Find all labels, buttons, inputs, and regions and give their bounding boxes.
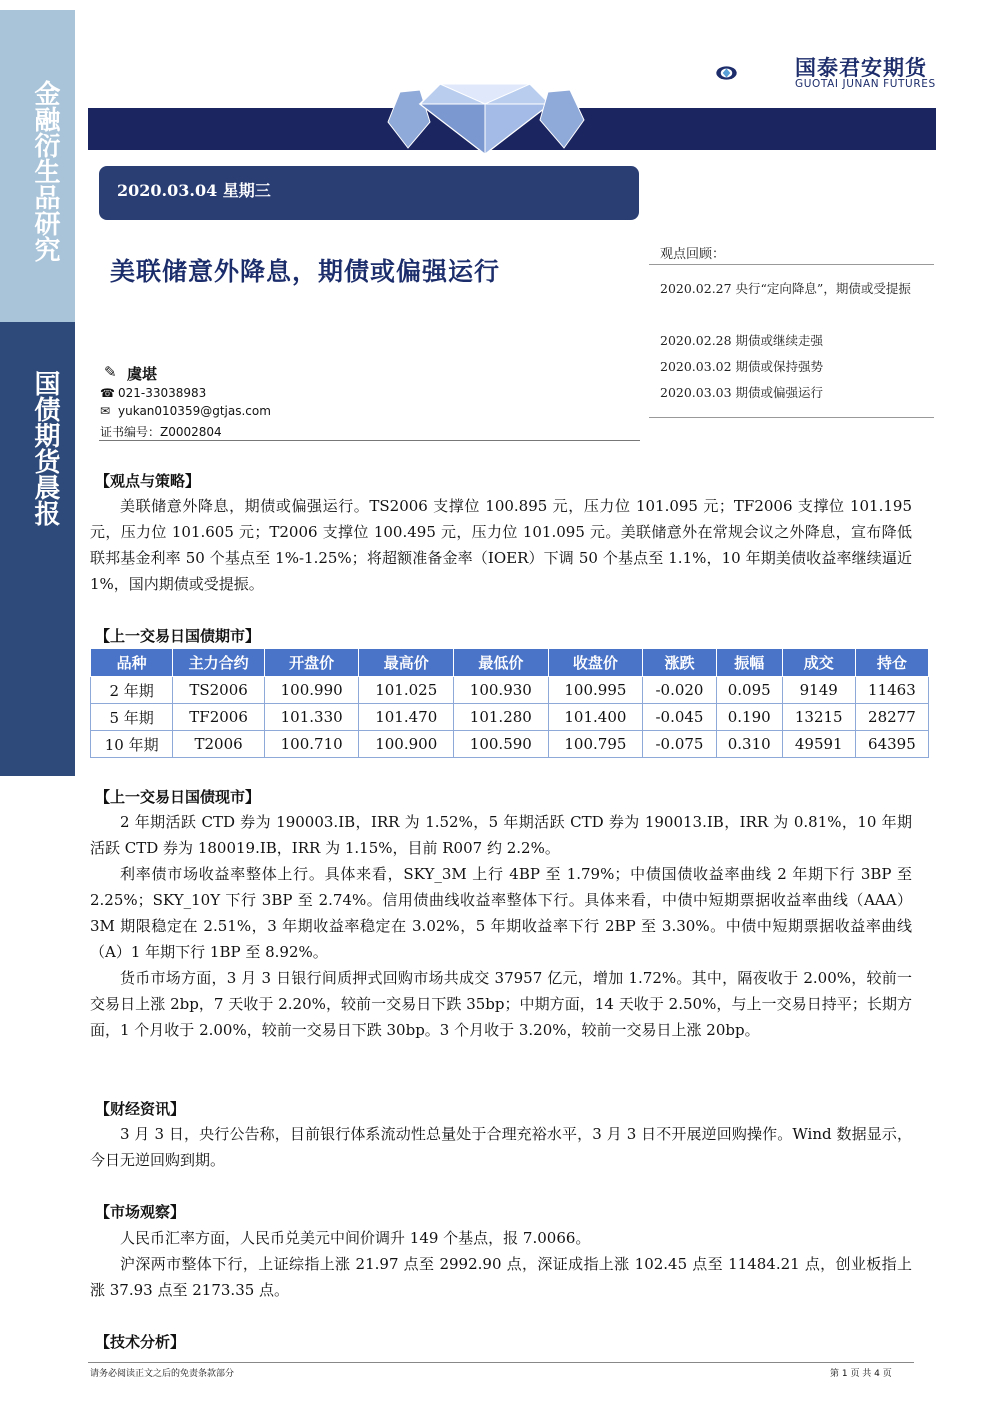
table-header-cell: 振幅	[716, 649, 782, 677]
table-cell: 0.095	[716, 677, 782, 704]
table-cell: 100.900	[359, 731, 454, 758]
section-heading: 【上一交易日国债期市】	[95, 627, 261, 645]
page-title: 美联储意外降息，期债或偏强运行	[110, 257, 501, 286]
table-cell: 100.590	[454, 731, 549, 758]
footer-disclaimer: 请务必阅读正文之后的免责条款部分	[90, 1369, 235, 1379]
table-cell: 49591	[782, 731, 855, 758]
review-item: 2020.03.03 期债或偏强运行	[660, 385, 824, 400]
table-cell: 2 年期	[91, 677, 173, 704]
table-cell: 0.310	[716, 731, 782, 758]
table-cell: 100.995	[548, 677, 643, 704]
report-date: 2020.03.04 星期三	[117, 181, 271, 200]
review-item: 2020.02.27 央行“定向降息”，期债或受提振	[660, 281, 911, 296]
table-header-cell: 持仓	[855, 649, 928, 677]
table-cell: 0.190	[716, 704, 782, 731]
section-heading: 【观点与策略】	[95, 472, 201, 490]
pen-icon: ✎	[104, 363, 117, 381]
author-email[interactable]: yukan010359@gtjas.com	[118, 404, 271, 418]
section-heading: 【市场观察】	[95, 1203, 186, 1221]
author-cert: 证书编号：Z0002804	[100, 425, 222, 439]
page-number: 第 1 页 共 4 页	[830, 1369, 892, 1379]
table-cell: 100.990	[264, 677, 359, 704]
sidebar-category-label: 金融衍生品研究	[30, 80, 60, 262]
table-cell: -0.020	[643, 677, 717, 704]
futures-table	[90, 648, 929, 758]
table-cell: 100.930	[454, 677, 549, 704]
table-cell: 64395	[855, 731, 928, 758]
table-cell: 28277	[855, 704, 928, 731]
table-row	[91, 731, 929, 758]
table-cell: 100.795	[548, 731, 643, 758]
table-cell: 13215	[782, 704, 855, 731]
footer-divider	[88, 1362, 914, 1363]
table-header-cell: 成交	[782, 649, 855, 677]
market-paragraph-1: 人民币汇率方面，人民币兑美元中间价调升 149 个基点，报 7.0066。	[120, 1229, 591, 1247]
review-item: 2020.03.02 期债或保持强势	[660, 359, 824, 374]
table-header-cell: 涨跌	[643, 649, 717, 677]
table-header-cell: 开盘价	[264, 649, 359, 677]
author-name: 虞堪	[127, 365, 158, 383]
table-header-cell: 最高价	[359, 649, 454, 677]
review-item: 2020.02.28 期债或继续走强	[660, 333, 824, 348]
table-cell: 101.400	[548, 704, 643, 731]
table-cell: T2006	[173, 731, 265, 758]
table-header-cell: 品种	[91, 649, 173, 677]
spot-paragraph-1: 2 年期活跃 CTD 券为 190003.IB，IRR 为 1.52%，5 年期活跃 CTD 券为 190013.IB，IRR 为 0.81%，10 年期活跃 CTD 券为 180019.IB，IRR 为 1.15%，目前 R007 约 2.2%。	[90, 813, 912, 857]
table-cell: TS2006	[173, 677, 265, 704]
sidebar-report-type: 国债期货晨报	[30, 370, 60, 526]
spot-paragraph-2: 利率债市场收益率整体上行。具体来看，SKY_3M 上行 4BP 至 1.79%；中债国债收益率曲线 2 年期下行 3BP 至 2.25%；SKY_10Y 下行 3BP 至 2.74%。信用债曲线收益率整体下行。具体来看，中债中短期票据收益率曲线（AAA）3M 期限稳定在 2.51%，3 年期收益率稳定在 3.02%，5 年期收益率下行 2BP 至 3.30%。中债中短期票据收益率曲线（A）1 年期下行 1BP 至 8.92%。	[90, 865, 912, 961]
section-heading: 【上一交易日国债现市】	[95, 788, 261, 806]
author-email-row	[100, 404, 271, 418]
table-header-cell: 收盘价	[548, 649, 643, 677]
table-header-cell: 最低价	[454, 649, 549, 677]
author-phone: 021-33038983	[118, 386, 207, 400]
table-cell: 100.710	[264, 731, 359, 758]
market-paragraph-2: 沪深两市整体下行，上证综指上涨 21.97 点至 2992.90 点，深证成指上涨 102.45 点至 11484.21 点，创业板指上涨 37.93 点至 2173.35 点。	[90, 1255, 912, 1299]
table-header-cell: 主力合约	[173, 649, 265, 677]
divider	[649, 417, 934, 418]
section-heading: 【财经资讯】	[95, 1100, 186, 1118]
table-cell: -0.075	[643, 731, 717, 758]
author-phone-row	[100, 386, 206, 400]
review-heading: 观点回顾：	[660, 247, 726, 262]
table-cell: 101.025	[359, 677, 454, 704]
strategy-paragraph: 美联储意外降息，期债或偏强运行。TS2006 支撑位 100.895 元，压力位 101.095 元；TF2006 支撑位 101.195 元，压力位 101.605 元；T2006 支撑位 100.495 元，压力位 101.095 元。美联储意外在常规会议之外降息，宣布降低联邦基金利率 50 个基点至 1%-1.25%；将超额准备金率（IOER）下调 50 个基点至 1.1%，10 年期美债收益率继续逼近 1%，国内期债或受提振。	[90, 497, 912, 593]
table-cell: 9149	[782, 677, 855, 704]
table-cell: 101.280	[454, 704, 549, 731]
divider	[649, 264, 934, 265]
email-icon: ✉	[100, 404, 111, 418]
table-cell: 101.470	[359, 704, 454, 731]
table-cell: 11463	[855, 677, 928, 704]
company-logo-icon	[716, 50, 786, 96]
phone-icon: ☎	[100, 386, 115, 400]
table-cell: TF2006	[173, 704, 265, 731]
table-header-row	[91, 649, 929, 677]
table-row	[91, 677, 929, 704]
table-cell: 10 年期	[91, 731, 173, 758]
news-paragraph: 3 月 3 日，央行公告称，目前银行体系流动性总量处于合理充裕水平，3 月 3 日不开展逆回购操作。Wind 数据显示，今日无逆回购到期。	[90, 1125, 912, 1169]
company-name: 国泰君安期货	[795, 56, 927, 80]
table-cell: -0.045	[643, 704, 717, 731]
table-cell: 101.330	[264, 704, 359, 731]
table-row	[91, 704, 929, 731]
divider	[99, 440, 640, 441]
company-name-en: GUOTAI JUNAN FUTURES	[795, 78, 936, 90]
diamond-graphic-icon	[380, 62, 590, 158]
spot-paragraph-3: 货币市场方面，3 月 3 日银行间质押式回购市场共成交 37957 亿元，增加 1.72%。其中，隔夜收于 2.00%，较前一交易日上涨 2bp，7 天收于 2.20%，较前一交易日下跌 35bp；中期方面，14 天收于 2.50%，与上一交易日持平；长期方面，1 个月收于 2.00%，较前一交易日下跌 30bp。3 个月收于 3.20%，较前一交易日上涨 20bp。	[90, 969, 912, 1039]
section-heading: 【技术分析】	[95, 1333, 186, 1351]
table-cell: 5 年期	[91, 704, 173, 731]
